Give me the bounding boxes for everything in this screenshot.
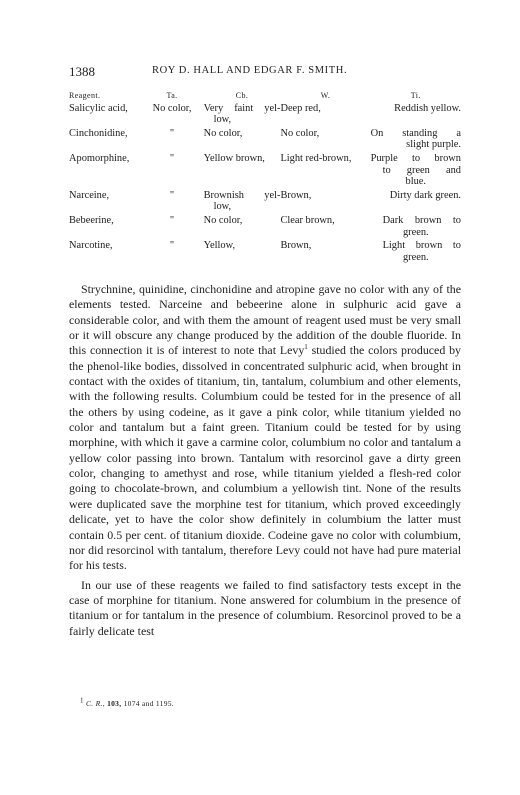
cb-line: Yellow brown, — [203, 152, 265, 164]
header-ta: Ta. — [166, 91, 178, 100]
ti-line: On standing a — [370, 127, 461, 139]
footnote-pages: 1074 and 1195. — [123, 699, 174, 708]
cb-result — [198, 153, 281, 190]
ti-line: Dirty dark green. — [389, 189, 461, 201]
ti-result — [371, 128, 461, 153]
table-row — [69, 103, 461, 128]
w-result: No color, — [280, 127, 320, 139]
paragraph-text: Strychnine, quinidine, cinchonidine and atropine gave no color with any of the elements tested. Narceine and bebeerine alone in sulphuric acid gave a considerable color, and with them the amount of reagent used must be very small or it will obscure any change produced by the addition of the double fluoride. In this connection it is of interest to note that Levy — [69, 282, 461, 358]
cb-line: No color, — [203, 127, 243, 139]
header-cb: Cb. — [235, 91, 249, 100]
header-reagent: Reagent. — [69, 91, 101, 100]
cb-line: Yellow, — [203, 240, 236, 252]
ti-result — [371, 103, 461, 128]
ti-line: Reddish yellow. — [394, 102, 461, 114]
ti-line: slight purple. — [406, 139, 461, 151]
reagent-name: Narceine, — [69, 189, 110, 201]
paragraph — [69, 282, 461, 574]
reagent-name: Cinchonidine, — [69, 127, 128, 139]
ta-result: " — [169, 214, 175, 226]
w-result: Deep red, — [280, 102, 321, 114]
cb-line: Very faint yel- — [203, 102, 281, 114]
table-row — [69, 128, 461, 153]
ta-result: " — [169, 189, 175, 201]
ta-result: " — [169, 127, 175, 139]
ta-result: " — [169, 240, 175, 252]
cb-line: Brownish yel- — [203, 189, 281, 201]
ti-line: blue. — [405, 176, 427, 188]
ti-line: green. — [402, 226, 429, 238]
reagent-name: Narcotine, — [69, 240, 113, 252]
w-result: Brown, — [280, 189, 312, 201]
reagent-name: Salicylic acid, — [69, 102, 128, 114]
paragraph: In our use of these reagents we failed to find satisfactory tests except in the case of morphine for titanium. None answered for columbium in the presence of titanium or for tantalum in the presence of columbium. Resorcinol proved to be a fairly delicate test — [69, 577, 461, 638]
ti-result — [371, 240, 461, 265]
ti-result — [371, 153, 461, 190]
ti-line: to green and — [382, 164, 461, 176]
reagent-name: Bebeerine, — [69, 214, 114, 226]
reagent-color-table — [69, 90, 461, 265]
table-header-row — [69, 90, 461, 103]
ta-result: " — [169, 152, 175, 164]
cb-line: No color, — [203, 214, 243, 226]
cb-line: low, — [213, 201, 232, 213]
footnote-ref: 1 — [304, 343, 308, 352]
body-text — [69, 282, 461, 639]
w-result: Light red-brown, — [280, 152, 352, 164]
cb-result — [198, 215, 281, 240]
table-row — [69, 215, 461, 240]
ta-result: No color, — [152, 102, 192, 114]
cb-result — [198, 240, 281, 265]
cb-result — [198, 190, 281, 215]
footnote-marker: 1 — [80, 696, 84, 705]
cb-result — [198, 103, 281, 128]
w-result: Clear brown, — [280, 214, 335, 226]
table-row — [69, 190, 461, 215]
paragraph-text: studied the colors produced by the phenol-like bodies, dissolved in concentrated sulphuric acid, when brought in contact with the oxides of titanium, tin, tantalum, columbium and other elements, with the following results. Columbium could be tested for in the presence of all the others by using codeine, as it gave a pink color, while titanium yielded no color and tantalum but a faint green. Titanium could be tested for by using morphine, with which it gave a carmine color, columbium no color and tantalum a yellow color passing into brown. Tantalum with resorcinol gave a dirty green color, changing to amethyst and rose, while titanium yielded a flesh-red color going to chocolate-brown, and columbium a yellowish tint. None of the results were duplicated save the morphine test for titanium, which proved exceedingly delicate, yet to have the color show definitely in columbium the latter must contain 0.5 per cent. of titanium dioxide. Codeine gave no color with columbium, nor did resorcinol with tantalum, therefore Levy could not have had pure material for his tests. — [69, 343, 461, 573]
footnote-journal: C. R., — [86, 699, 105, 708]
footnote — [80, 696, 174, 708]
header-w: W. — [320, 91, 331, 100]
ti-line: Light brown to — [382, 240, 461, 252]
ti-line: Purple to brown — [370, 152, 461, 164]
running-head: ROY D. HALL AND EDGAR F. SMITH. — [152, 65, 348, 76]
cb-line: low, — [213, 114, 232, 126]
ti-result — [371, 190, 461, 215]
w-result: Brown, — [280, 240, 312, 252]
reagent-name: Apomorphine, — [69, 152, 130, 164]
table-row — [69, 153, 461, 190]
ti-result — [371, 215, 461, 240]
footnote-volume: 103, — [107, 699, 122, 708]
page-number: 1388 — [69, 64, 95, 79]
cb-result — [198, 128, 281, 153]
ti-line: green. — [402, 251, 429, 263]
header-ti: Ti. — [410, 91, 421, 100]
ti-line: Dark brown to — [382, 214, 461, 226]
table-row — [69, 240, 461, 265]
